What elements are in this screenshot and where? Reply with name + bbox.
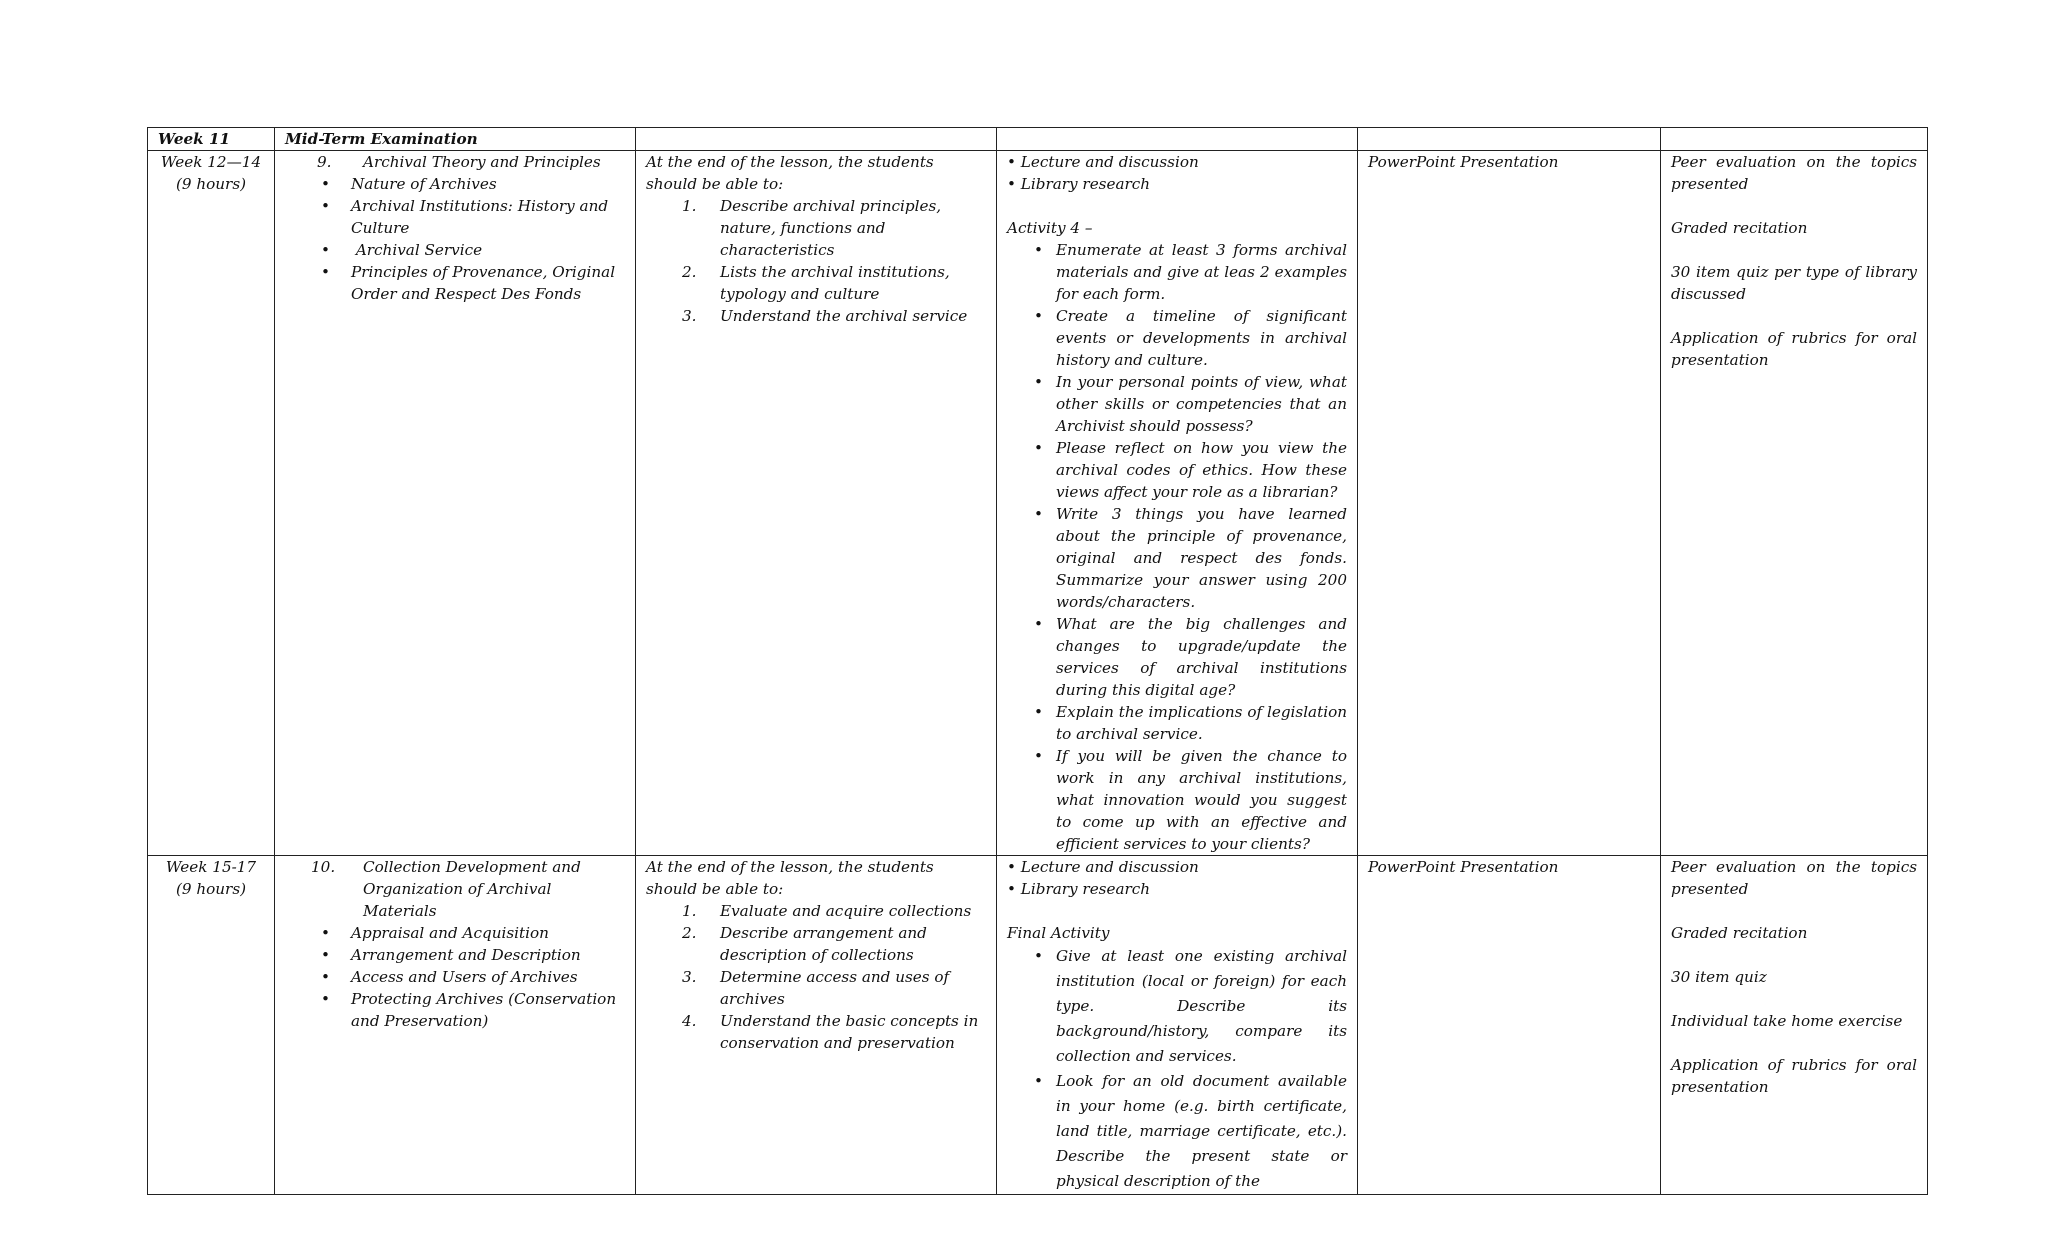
list-item: • Protecting Archives (Conservation and Preservation) [351,988,625,1032]
list-item: 1. Describe archival principles, nature, functions and characteristics [682,197,942,259]
evaluation-item: Application of rubrics for oral presentation [1671,1056,1917,1096]
subtopic-list [285,173,625,305]
activities-cell [997,151,1358,856]
evaluation-cell [1661,856,1928,1195]
week-label: Week 12—14 [160,153,262,171]
week-cell: Week 11 [148,128,275,151]
objective-list [646,900,986,1054]
topic-title: Collection Development and Organization of Archival Materials [363,858,581,920]
list-item: • Create a timeline of significant events or developments in archival history and culture. [1056,305,1347,371]
list-item: 1. Evaluate and acquire collections [682,902,972,920]
evaluation-item: 30 item quiz per type of library discussed [1671,263,1917,303]
activities-cell [997,856,1358,1195]
list-item: • Nature of Archives [351,173,625,195]
list-item: • Principles of Provenance, Original Order and Respect Des Fonds [351,261,625,305]
week-cell [148,151,275,856]
list-item: 2. Lists the archival institutions, typology and culture [682,263,950,303]
list-item: 4. Understand the basic concepts in conservation and preservation [682,1012,979,1052]
objectives-cell [636,128,997,151]
topic-number: 10. [311,858,336,876]
objectives-cell [636,856,997,1195]
activity-title: Final Activity [1007,924,1110,942]
evaluation-cell [1661,128,1928,151]
objectives-intro: At the end of the lesson, the students should be able to: [646,153,934,193]
week-label: Week 15-17 [165,858,257,876]
list-item: • If you will be given the chance to work in any archival institutions, what innovation would you suggest to come up with an effective and efficient services to your clients? [1056,745,1347,855]
evaluation-cell [1661,151,1928,856]
hours-label: (9 hours) [175,880,247,898]
list-item: 2. Describe arrangement and description of collections [682,924,927,964]
topic-number: 9. [317,153,332,171]
method-item: • Library research [1007,880,1151,898]
activity-list [1007,239,1347,855]
objectives-intro: At the end of the lesson, the students should be able to: [646,858,934,898]
list-item: • Write 3 things you have learned about the principle of provenance, original and respect des fonds. Summarize your answer using 200 words/characters. [1056,503,1347,613]
topic-heading [285,856,625,922]
activities-cell [997,128,1358,151]
resources-cell [1358,856,1661,1195]
list-item: • Archival Institutions: History and Culture [351,195,625,239]
method-item: • Library research [1007,175,1151,193]
list-item: • Look for an old document available in your home (e.g. birth certificate, land title, marriage certificate, etc.). Describe the present state or physical description of the [1056,1069,1347,1194]
list-item: • In your personal points of view, what other skills or competencies that an Archivist should possess? [1056,371,1347,437]
evaluation-item: Application of rubrics for oral presentation [1671,329,1917,369]
topic-title: Archival Theory and Principles [363,153,601,171]
list-item: • Give at least one existing archival institution (local or foreign) for each type. Describe its background/history, compare its collection and services. [1056,944,1347,1069]
table-row [148,856,1928,1195]
activity-list [1007,944,1347,1194]
list-item: • What are the big challenges and changes to upgrade/update the services of archival institutions during this digital age? [1056,613,1347,701]
evaluation-item: Graded recitation [1671,219,1808,237]
resources-cell [1358,128,1661,151]
topic-cell: Mid-Term Examination [275,128,636,151]
topic-heading [285,151,625,173]
week-cell [148,856,275,1195]
evaluation-item: Graded recitation [1671,924,1808,942]
list-item: 3. Understand the archival service [682,307,968,325]
table-row [148,151,1928,856]
method-item: • Lecture and discussion [1007,858,1199,876]
activity-title: Activity 4 – [1007,219,1093,237]
list-item: • Arrangement and Description [351,944,625,966]
evaluation-item: Peer evaluation on the topics presented [1671,858,1917,898]
syllabus-table [147,127,1928,1195]
evaluation-item: Individual take home exercise [1671,1012,1903,1030]
topic-cell [275,151,636,856]
list-item: 3. Determine access and uses of archives [682,968,950,1008]
list-item: • Access and Users of Archives [351,966,625,988]
resources-cell [1358,151,1661,856]
list-item: • Enumerate at least 3 forms archival materials and give at leas 2 examples for each form. [1056,239,1347,305]
list-item: • Archival Service [351,239,625,261]
evaluation-item: 30 item quiz [1671,968,1767,986]
subtopic-list [285,922,625,1032]
objectives-cell [636,151,997,856]
list-item: • Explain the implications of legislation to archival service. [1056,701,1347,745]
table-row [148,128,1928,151]
list-item: • Appraisal and Acquisition [351,922,625,944]
resource-label: PowerPoint Presentation [1368,153,1559,171]
objective-list [646,195,986,327]
evaluation-item: Peer evaluation on the topics presented [1671,153,1917,193]
topic-cell [275,856,636,1195]
list-item: • Please reflect on how you view the archival codes of ethics. How these views affect your role as a librarian? [1056,437,1347,503]
hours-label: (9 hours) [175,175,247,193]
method-item: • Lecture and discussion [1007,153,1199,171]
resource-label: PowerPoint Presentation [1368,858,1559,876]
